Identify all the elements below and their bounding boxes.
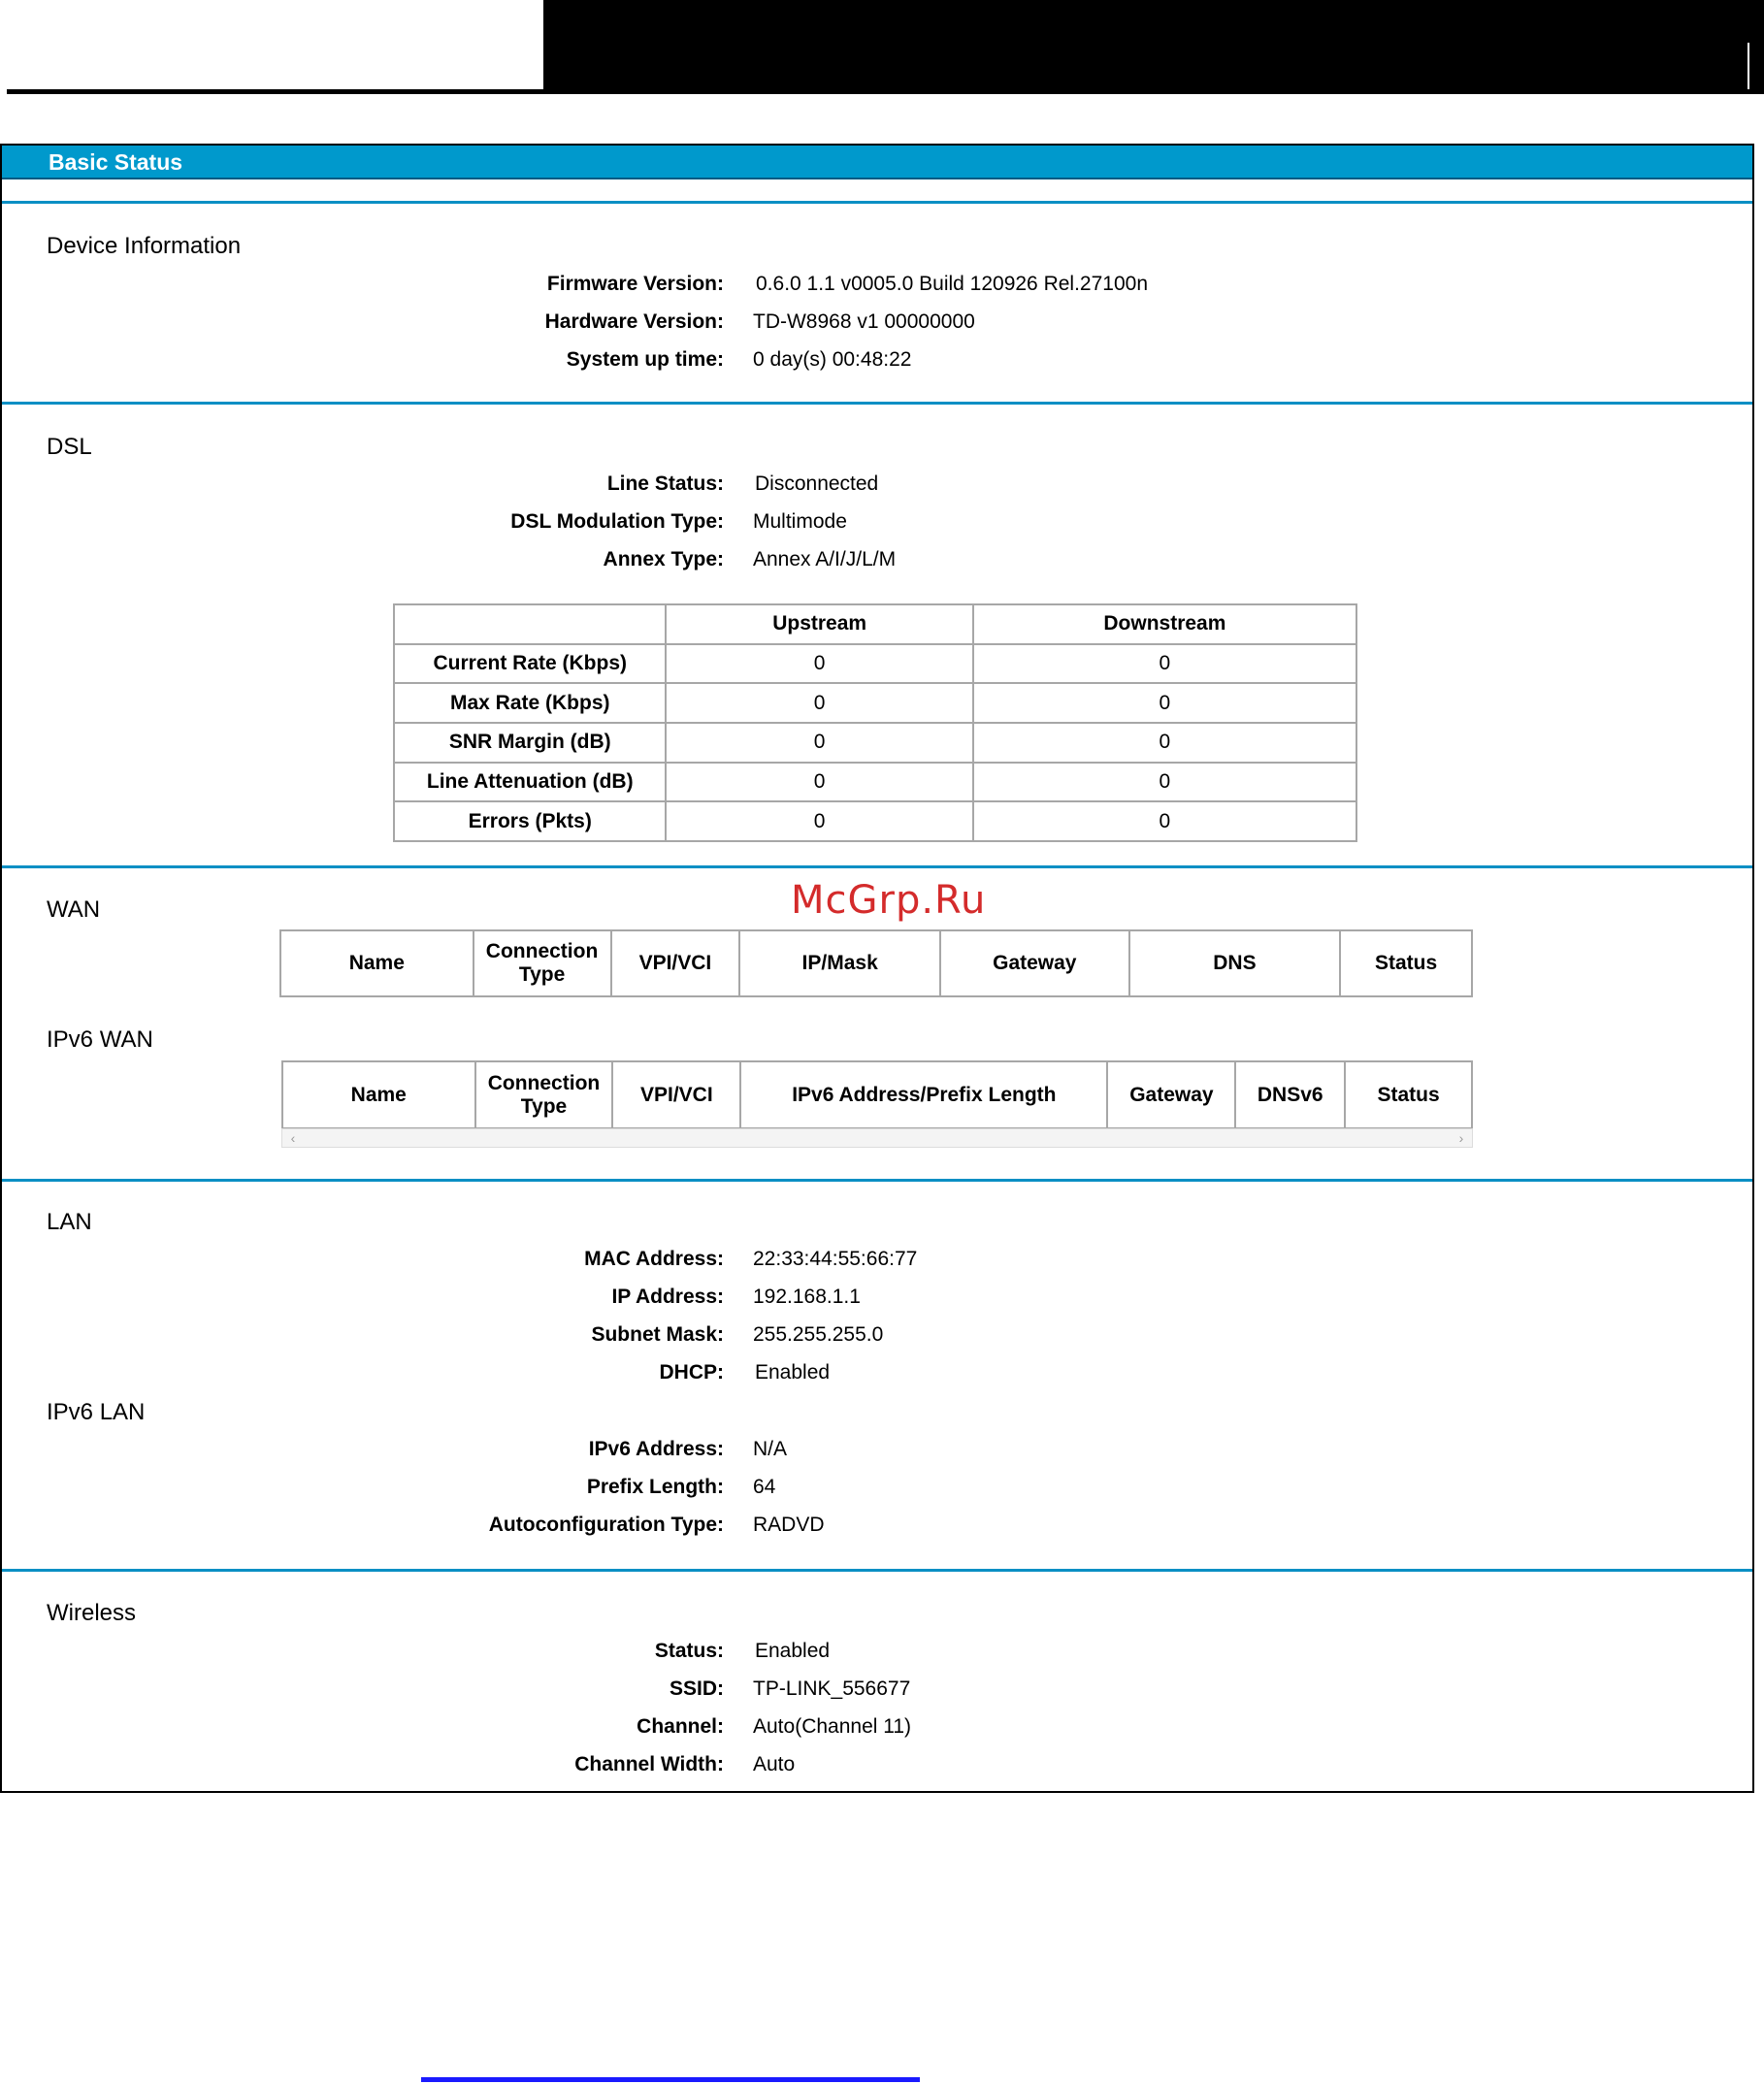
downstream-cell: 0	[973, 683, 1356, 723]
subnet-label: Subnet Mask:	[591, 1323, 724, 1346]
subnet-value: 255.255.255.0	[753, 1323, 884, 1346]
wireless-section-title: Wireless	[47, 1600, 137, 1626]
header-black-band	[543, 0, 1764, 94]
upstream-cell: 0	[666, 683, 972, 723]
table-row	[394, 763, 1356, 802]
ipv6-wan-header-dnsv6: DNSv6	[1235, 1061, 1345, 1128]
section-separator	[2, 865, 1752, 868]
wan-header-dns: DNS	[1129, 930, 1341, 996]
ipv6-lan-section-title: IPv6 LAN	[47, 1399, 146, 1425]
ip-row	[2, 1286, 1752, 1319]
hardware-row	[2, 310, 1752, 343]
section-separator	[2, 402, 1752, 405]
ipv6-wan-header-name: Name	[282, 1061, 475, 1128]
lan-section-title: LAN	[47, 1209, 92, 1235]
upstream-cell: 0	[666, 801, 972, 841]
section-separator	[2, 201, 1752, 204]
channel-value: Auto(Channel 11)	[753, 1715, 912, 1738]
device-section-title: Device Information	[47, 233, 242, 259]
table-header-upstream: Upstream	[666, 604, 972, 644]
channel-row	[2, 1715, 1752, 1748]
downstream-cell: 0	[973, 763, 1356, 802]
ipv6-address-label: IPv6 Address:	[588, 1438, 724, 1460]
wan-header-gateway: Gateway	[940, 930, 1129, 996]
line-status-label: Line Status:	[606, 472, 724, 495]
table-header-row	[280, 930, 1472, 996]
basic-status-panel	[0, 144, 1754, 1793]
row-label: SNR Margin (dB)	[394, 723, 666, 763]
wireless-status-value: Enabled	[755, 1640, 831, 1662]
row-label: Max Rate (Kbps)	[394, 683, 666, 723]
mac-value: 22:33:44:55:66:77	[753, 1248, 918, 1270]
uptime-value: 0 day(s) 00:48:22	[753, 348, 912, 371]
header-rule	[7, 89, 556, 94]
ip-label: IP Address:	[611, 1286, 724, 1308]
ipv6-address-value: N/A	[753, 1438, 788, 1460]
ipv6-wan-header-address-prefix: IPv6 Address/Prefix Length	[740, 1061, 1107, 1128]
dhcp-label: DHCP:	[659, 1361, 724, 1384]
firmware-label: Firmware Version:	[546, 273, 724, 295]
uptime-row	[2, 348, 1752, 381]
ipv6-address-row	[2, 1438, 1752, 1471]
wan-section-title: WAN	[47, 896, 101, 923]
channel-width-value: Auto	[753, 1753, 796, 1775]
ssid-label: SSID:	[669, 1677, 724, 1700]
table-header-empty	[394, 604, 666, 644]
ipv6-wan-header-connection-type: Connection Type	[475, 1061, 613, 1128]
wan-header-status: Status	[1340, 930, 1472, 996]
section-separator	[2, 1569, 1752, 1572]
annex-row	[2, 548, 1752, 581]
autoconfig-row	[2, 1514, 1752, 1547]
line-status-row	[2, 472, 1752, 505]
wireless-status-row	[2, 1640, 1752, 1673]
wireless-status-label: Status:	[654, 1640, 724, 1662]
wan-table	[279, 929, 1473, 997]
scroll-right-arrow-icon[interactable]: ›	[1458, 1130, 1464, 1146]
table-row	[394, 644, 1356, 684]
panel-title: Basic Status	[2, 146, 1752, 179]
section-separator	[2, 1179, 1752, 1182]
mac-row	[2, 1248, 1752, 1281]
ipv6-wan-header-gateway: Gateway	[1107, 1061, 1235, 1128]
upstream-cell: 0	[666, 644, 972, 684]
row-label: Line Attenuation (dB)	[394, 763, 666, 802]
table-row	[394, 801, 1356, 841]
ipv6-wan-header-status: Status	[1345, 1061, 1472, 1128]
table-header-row	[394, 604, 1356, 644]
wan-header-name: Name	[280, 930, 474, 996]
header-tick	[1748, 43, 1749, 89]
annex-value: Annex A/I/J/L/M	[753, 548, 897, 570]
annex-label: Annex Type:	[603, 548, 724, 570]
channel-width-row	[2, 1753, 1752, 1786]
firmware-value: 0.6.0 1.1 v0005.0 Build 120926 Rel.27100n	[756, 273, 1148, 295]
prefix-length-row	[2, 1476, 1752, 1509]
hardware-value: TD-W8968 v1 00000000	[753, 310, 975, 333]
mac-label: MAC Address:	[584, 1248, 724, 1270]
dhcp-value: Enabled	[755, 1361, 831, 1384]
table-row	[394, 723, 1356, 763]
row-label: Errors (Pkts)	[394, 801, 666, 841]
channel-width-label: Channel Width:	[574, 1753, 724, 1775]
modulation-row	[2, 510, 1752, 543]
uptime-label: System up time:	[566, 348, 724, 371]
wan-header-vpi-vci: VPI/VCI	[611, 930, 740, 996]
ipv6-wan-header-vpi-vci: VPI/VCI	[612, 1061, 740, 1128]
wan-header-connection-type: Connection Type	[474, 930, 611, 996]
prefix-length-value: 64	[753, 1476, 776, 1498]
table-row	[394, 683, 1356, 723]
dsl-section-title: DSL	[47, 434, 92, 460]
downstream-cell: 0	[973, 644, 1356, 684]
subnet-row	[2, 1323, 1752, 1356]
ssid-value: TP-LINK_556677	[753, 1677, 911, 1700]
autoconfig-label: Autoconfiguration Type:	[488, 1514, 724, 1536]
ipv6-wan-section-title: IPv6 WAN	[47, 1026, 153, 1053]
line-status-value: Disconnected	[755, 472, 879, 495]
firmware-row	[2, 273, 1752, 306]
row-label: Current Rate (Kbps)	[394, 644, 666, 684]
scroll-left-arrow-icon[interactable]: ‹	[290, 1130, 296, 1146]
channel-label: Channel:	[637, 1715, 724, 1738]
wan-header-ip-mask: IP/Mask	[739, 930, 940, 996]
dhcp-row	[2, 1361, 1752, 1394]
autoconfig-value: RADVD	[753, 1514, 825, 1536]
footer-link-underline	[421, 2077, 920, 2082]
upstream-cell: 0	[666, 763, 972, 802]
ipv6-wan-table	[281, 1060, 1473, 1129]
upstream-cell: 0	[666, 723, 972, 763]
hardware-label: Hardware Version:	[544, 310, 724, 333]
dsl-rate-table	[393, 603, 1357, 842]
modulation-value: Multimode	[753, 510, 847, 533]
modulation-label: DSL Modulation Type:	[510, 510, 724, 533]
horizontal-scrollbar[interactable]	[281, 1128, 1473, 1148]
prefix-length-label: Prefix Length:	[586, 1476, 724, 1498]
downstream-cell: 0	[973, 723, 1356, 763]
table-header-row	[282, 1061, 1472, 1128]
table-header-downstream: Downstream	[973, 604, 1356, 644]
downstream-cell: 0	[973, 801, 1356, 841]
ssid-row	[2, 1677, 1752, 1710]
ip-value: 192.168.1.1	[753, 1286, 861, 1308]
watermark: McGrp.Ru	[791, 878, 987, 923]
